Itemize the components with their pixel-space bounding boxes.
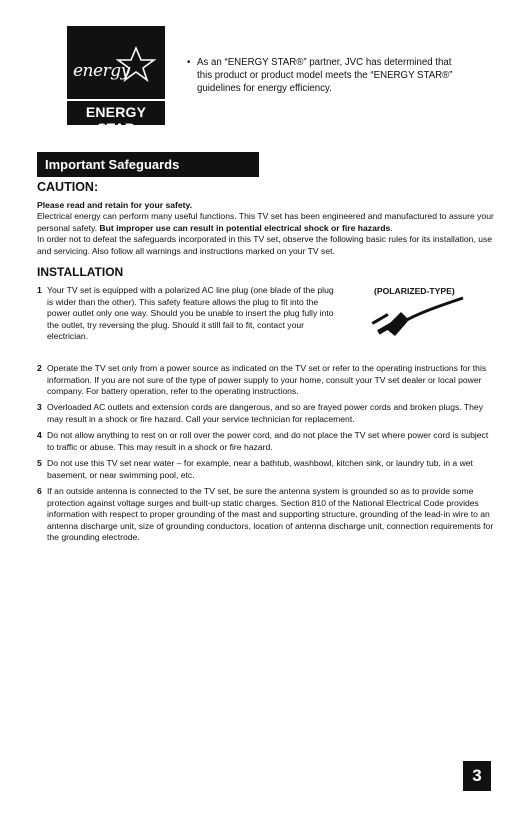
- list-item: [37, 458, 496, 481]
- intro-text-2: In order not to defeat the safeguards incorporated in this TV set, observe the following basic rules for its installation, use and servicing. Also follow all warnings and instructions marked on your TV set.: [37, 234, 493, 256]
- energy-star-note: [187, 56, 467, 95]
- item-number: 6: [37, 486, 42, 496]
- list-item: [37, 402, 492, 425]
- installation-heading: INSTALLATION: [37, 265, 124, 279]
- list-item: [37, 486, 496, 544]
- intro-warning: But improper use can result in potential electrical shock or fire hazards: [99, 222, 391, 233]
- energy-star-note-text: As an “ENERGY STAR®” partner, JVC has determined that this product or product model meets the “ENERGY STAR®” guidelines for energy efficiency.: [197, 57, 453, 94]
- list-item: [37, 430, 492, 453]
- item-number: 2: [37, 363, 42, 373]
- item-number: 4: [37, 430, 42, 440]
- item-number: 1: [37, 285, 42, 295]
- item-text: Do not use this TV set near water – for example, near a bathtub, washbowl, kitchen sink, or laundry tub, in a wet basement, or near swimming pool, etc.: [47, 458, 473, 480]
- intro-text-1: Electrical energy can perform many useful functions. This TV set has been engineered and manufactured to assure your personal safety.: [37, 211, 494, 233]
- page-number: 3: [463, 761, 491, 791]
- bullet-icon: •: [187, 57, 191, 68]
- item-text: Your TV set is equipped with a polarized AC line plug (one blade of the plug is wider than the other). This safety feature allows the plug to fit into the power outlet only one way. Should you be unable to insert the plug fully into the outlet, try reversing the plug. Should it still fail to fit, contact your electrician.: [47, 285, 334, 341]
- logo-brand-text: ENERGY STAR: [85, 104, 147, 136]
- energy-script-word: energy: [73, 61, 130, 81]
- please-read-line: Please read and retain for your safety.: [37, 200, 193, 210]
- polarized-plug-icon: [355, 292, 465, 342]
- star-icon: [115, 46, 157, 82]
- item-text: Do not allow anything to rest on or roll over the power cord, and do not place the TV set where power cord is subject to traffic or abuse. This may result in a shock or fire hazard.: [47, 430, 489, 452]
- section-title: Important Safeguards: [37, 152, 259, 177]
- logo-divider: [67, 99, 165, 101]
- caution-heading: CAUTION:: [37, 180, 99, 194]
- list-item: [37, 363, 492, 398]
- intro-period: .: [390, 222, 393, 233]
- energy-star-logo: [67, 26, 165, 136]
- item-number: 3: [37, 402, 42, 412]
- list-item: [37, 285, 337, 343]
- item-text: If an outside antenna is connected to the TV set, be sure the antenna system is grounded so as to provide some protection against voltage surges and built-up static charges. Section 810 of the National Electrical Code provides information with respect to proper grounding of the mast and supporting structure, grounding of the lead-in wire to an antenna discharge unit, size of grounding conductors, location of antenna discharge unit, connection requirements for the grounding electrode.: [47, 486, 494, 542]
- item-text: Overloaded AC outlets and extension cords are dangerous, and so are frayed power cords and broken plugs. They may result in a shock or fire hazard. Call your service technician for replacement.: [47, 402, 484, 424]
- item-number: 5: [37, 458, 42, 468]
- intro-paragraph: [37, 211, 497, 257]
- item-text: Operate the TV set only from a power source as indicated on the TV set or refer to the operating instructions for this information. If you are not sure of the type of power supply to your home, consult your TV set dealer or local power company. For battery operation, refer to the operating instructions.: [47, 363, 487, 396]
- plug-label: (POLARIZED-TYPE): [374, 286, 455, 296]
